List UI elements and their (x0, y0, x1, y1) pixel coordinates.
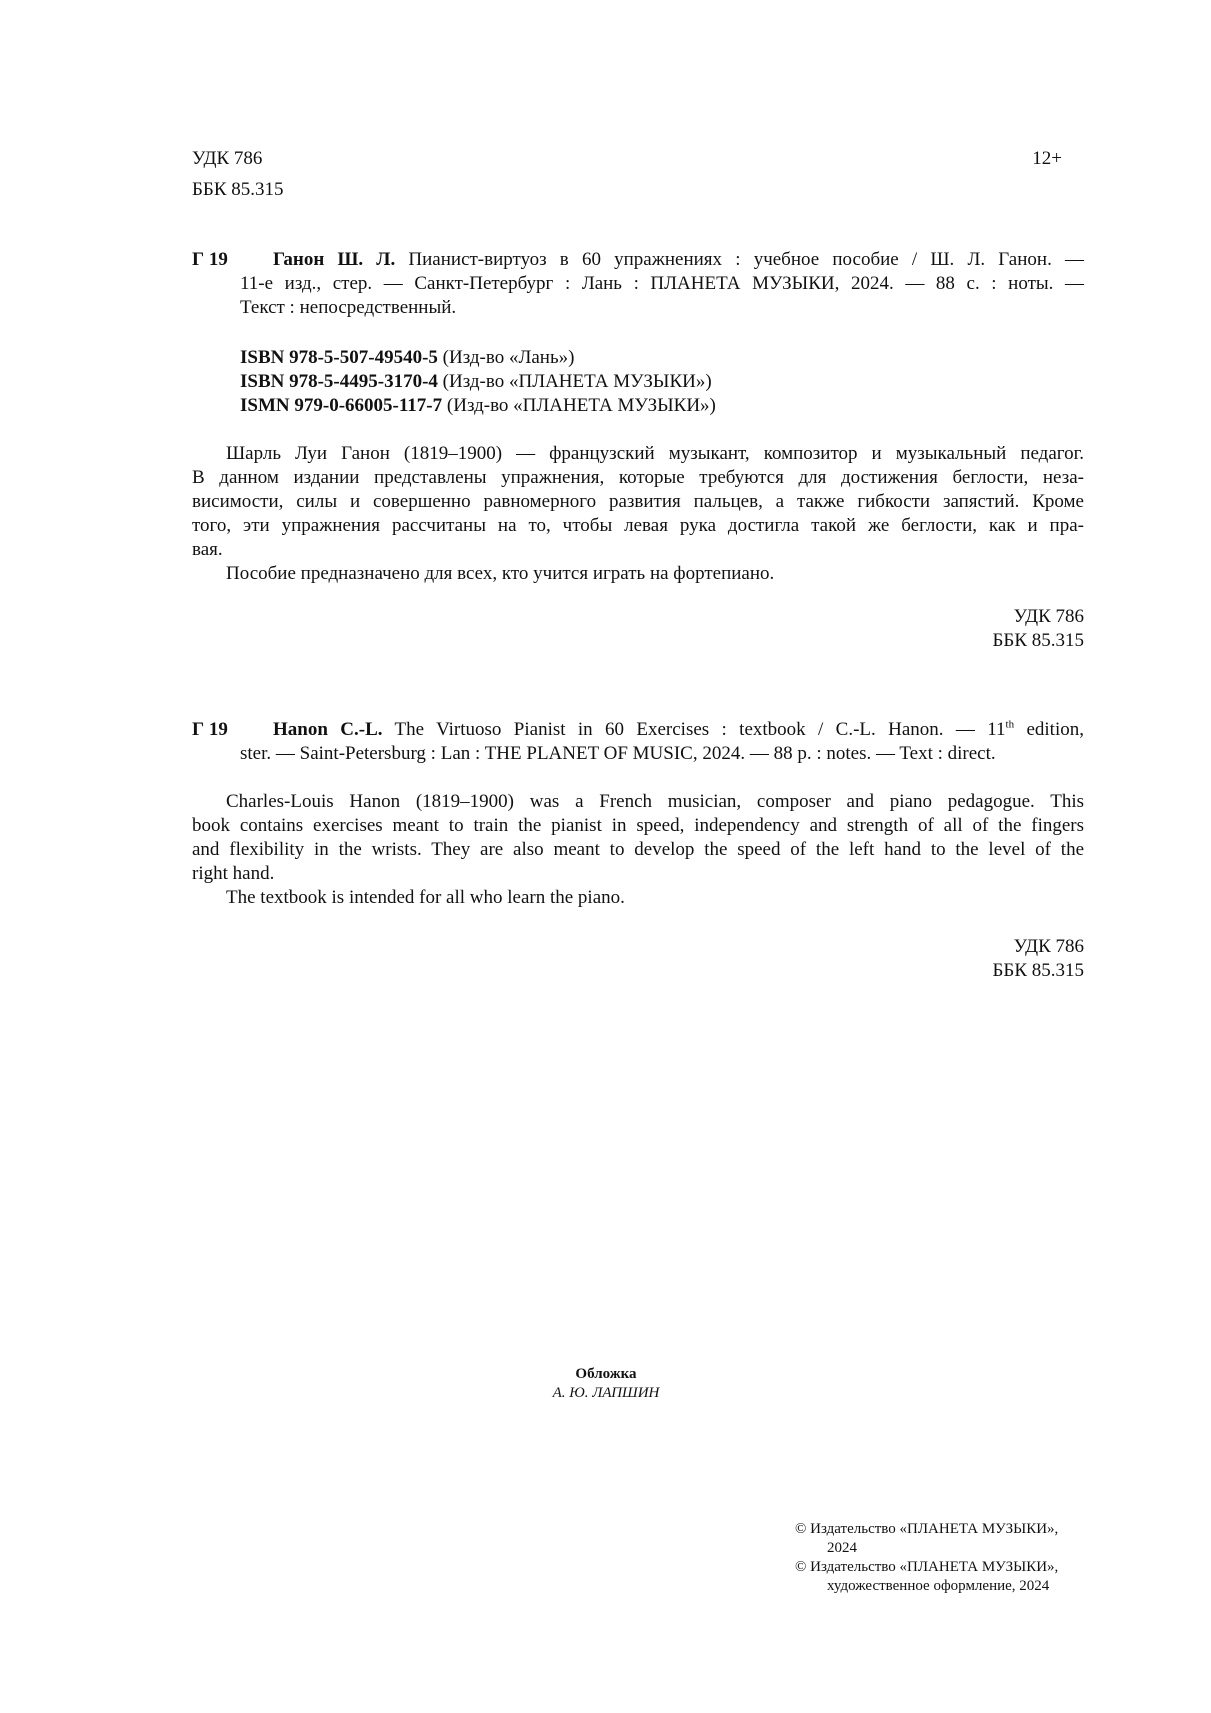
isbn-number: ISBN 978-5-507-49540-5 (240, 347, 438, 368)
ru-abstract-line: того, эти упражнения рассчитаны на то, чтобы левая рука достигла такой же беглости, как и пра- (192, 515, 1084, 536)
en-abstract-line: right hand. (192, 863, 275, 884)
isbn-publisher: (Изд-во «ПЛАНЕТА МУЗЫКИ») (442, 371, 712, 392)
en-abstract-line: Charles-Louis Hanon (1819–1900) was a French musician, composer and piano pedagogue. This (226, 791, 1084, 812)
age-rating: 12+ (1032, 148, 1062, 169)
en-abstract-line: book contains exercises meant to train the pianist in speed, independency and strength of all of the fingers (192, 815, 1084, 836)
ismn-number: ISMN 979-0-66005-117-7 (240, 395, 443, 416)
copyright-line-cont: 2024 (827, 1540, 857, 1556)
en-udk: УДК 786 (1013, 936, 1084, 957)
isbn-publisher: (Изд-во «Лань») (442, 347, 575, 368)
en-abstract-purpose: The textbook is intended for all who learn the piano. (226, 887, 625, 908)
en-bibliographic-entry (192, 718, 1084, 766)
ru-entry-title: Пианист-виртуоз в 60 упражнениях : учебное пособие / Ш. Л. Ганон. — (408, 249, 1084, 270)
ismn-publisher: (Изд-во «ПЛАНЕТА МУЗЫКИ») (446, 395, 716, 416)
en-entry-author: Hanon C.-L. (273, 719, 383, 740)
en-bbk: ББК 85.315 (992, 960, 1084, 981)
copyright-line-cont: художественное оформление, 2024 (827, 1578, 1050, 1594)
ru-abstract-line: висимости, силы и совершенно равномерного развития пальцев, а также гибкости запястий. Кроме (192, 491, 1084, 512)
copyright-block (795, 1520, 1125, 1596)
en-abstract (192, 790, 1084, 910)
cover-designer: А. Ю. ЛАПШИН (552, 1385, 660, 1401)
en-entry-title: The Virtuoso Pianist in 60 Exercises : textbook / C.-L. Hanon. — 11 (394, 719, 1006, 740)
ru-entry-body (192, 248, 1084, 320)
isbn-number: ISBN 978-5-4495-3170-4 (240, 371, 438, 392)
header-bbk: ББК 85.315 (192, 179, 284, 200)
en-abstract-line: and flexibility in the wrists. They are also meant to develop the speed of the left hand to the level of the (192, 839, 1084, 860)
ru-entry-line-2: 11-е изд., стер. — Санкт-Петербург : Лань : ПЛАНЕТА МУЗЫКИ, 2024. — 88 с. : ноты. — (240, 273, 1084, 294)
ru-classification (884, 605, 1084, 653)
ru-abstract-line: Шарль Луи Ганон (1819–1900) — французский музыкант, композитор и музыкальный педагог. (226, 443, 1084, 464)
ismn-line (240, 394, 716, 418)
ru-udk: УДК 786 (1013, 606, 1084, 627)
ru-bbk: ББК 85.315 (992, 630, 1084, 651)
cover-credit (506, 1365, 706, 1403)
ru-entry-line-3: Текст : непосредственный. (240, 297, 457, 318)
cover-label: Обложка (575, 1366, 637, 1382)
isbn-block (240, 346, 716, 418)
en-entry-edition: edition, (1026, 719, 1084, 740)
ru-abstract-line: В данном издании представлены упражнения, которые требуются для достижения беглости, неза- (192, 467, 1084, 488)
copyright-line: © Издательство «ПЛАНЕТА МУЗЫКИ», (795, 1521, 1059, 1537)
en-entry-edition-suffix: th (1005, 718, 1015, 731)
en-entry-body (192, 718, 1084, 766)
ru-entry-code: Г 19 (192, 249, 228, 270)
isbn-line (240, 370, 716, 394)
ru-entry-line-1 (192, 248, 1084, 272)
en-classification (884, 935, 1084, 983)
ru-bibliographic-entry (192, 248, 1084, 320)
copyright-line: © Издательство «ПЛАНЕТА МУЗЫКИ», (795, 1559, 1059, 1575)
en-entry-line-1 (192, 718, 1084, 742)
isbn-line (240, 346, 716, 370)
ru-abstract-purpose: Пособие предназначено для всех, кто учится играть на фортепиано. (226, 563, 775, 584)
en-entry-line-2: ster. — Saint-Petersburg : Lan : THE PLANET OF MUSIC, 2024. — 88 p. : notes. — Text : direct. (240, 743, 996, 764)
ru-abstract (192, 442, 1084, 586)
ru-abstract-line: вая. (192, 539, 223, 560)
header-udk: УДК 786 (192, 148, 263, 169)
en-entry-code: Г 19 (192, 719, 228, 740)
ru-entry-author: Ганон Ш. Л. (273, 249, 396, 270)
